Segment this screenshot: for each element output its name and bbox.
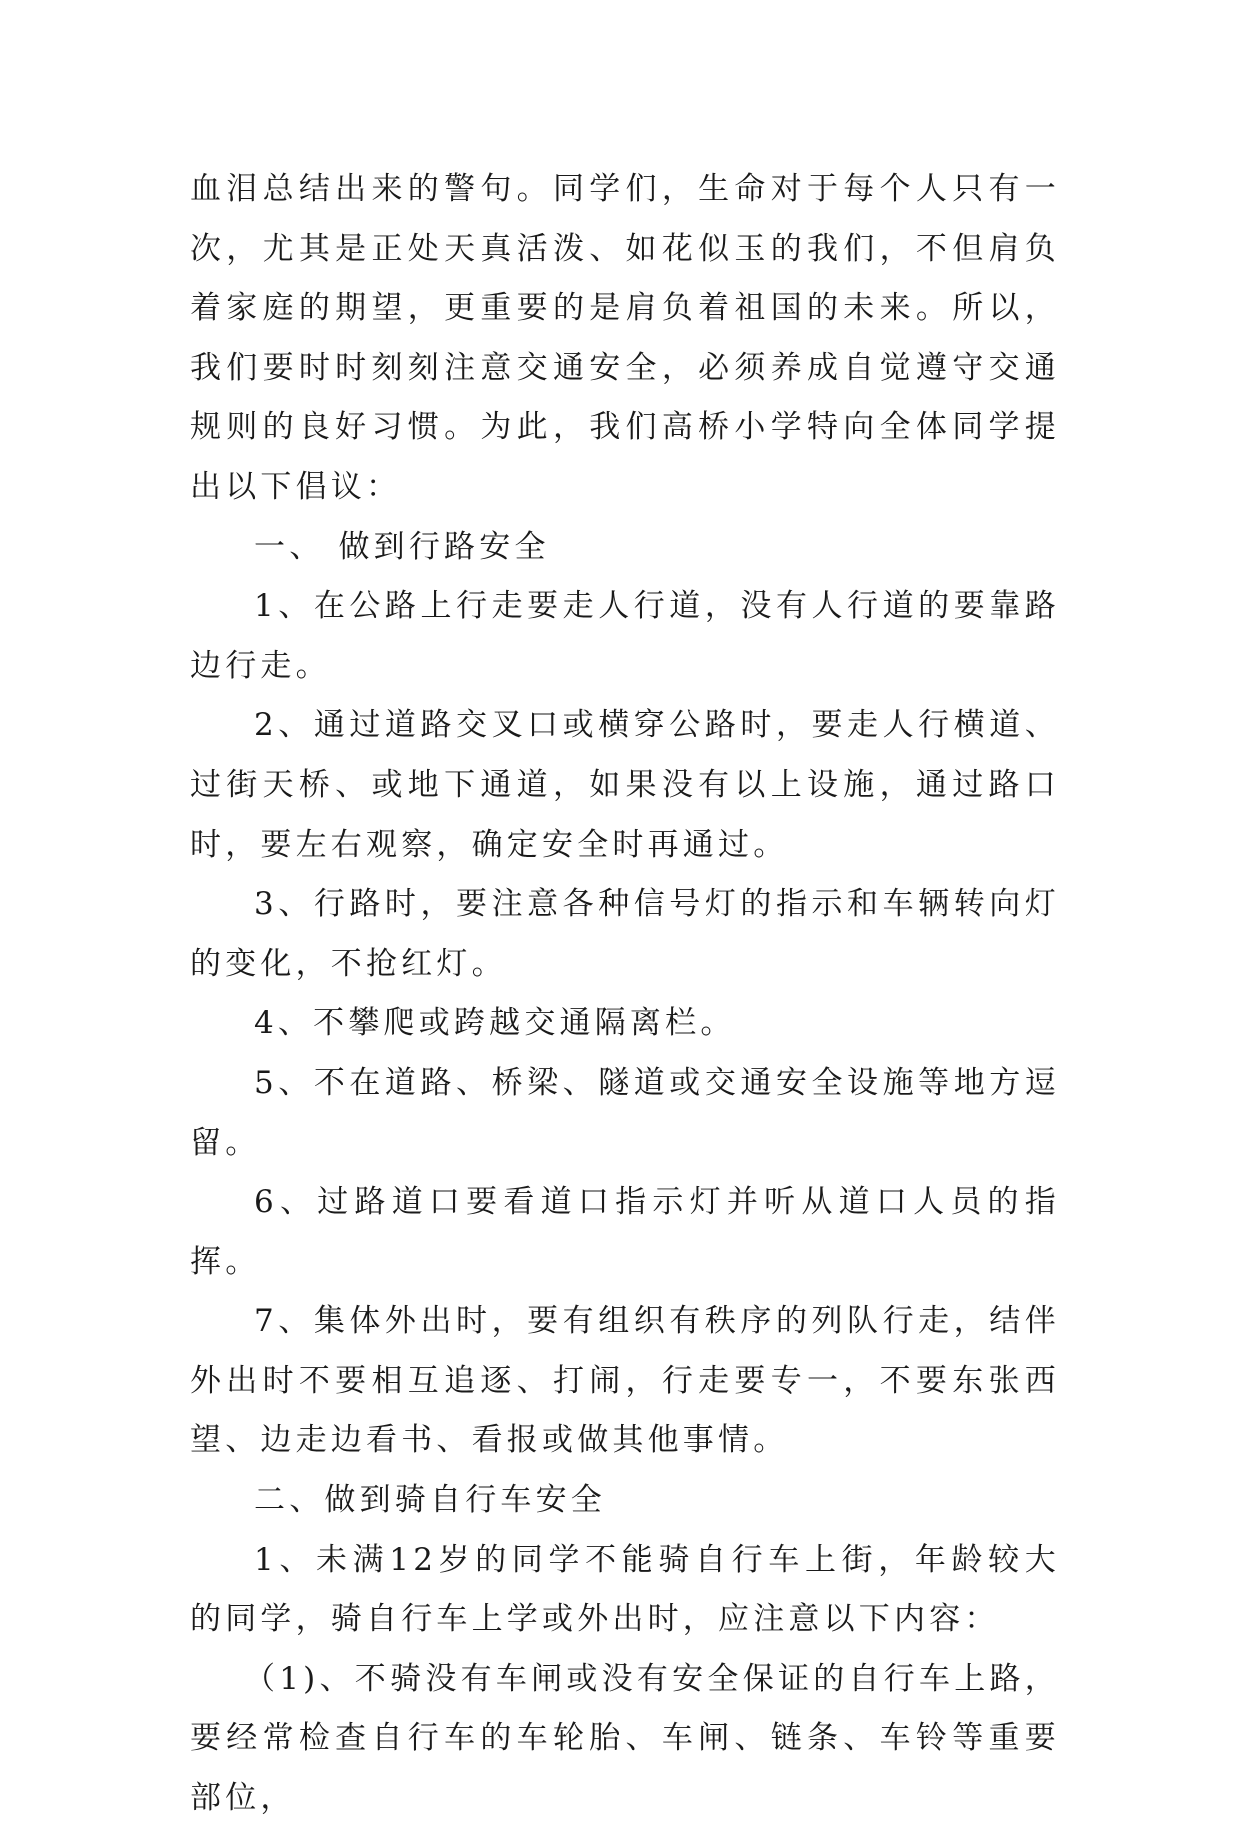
sub-item-cycling-1-1: （1)、不骑没有车闸或没有安全保证的自行车上路，要经常检查自行车的车轮胎、车闸、链条、车铃等重要部位， [190,1660,1060,1817]
list-item-walking-5: 5、不在道路、桥梁、隧道或交通安全设施等地方逗留。 [190,1064,1060,1161]
list-item-walking-6: 6、过路道口要看道口指示灯并听从道口人员的指挥。 [190,1184,1060,1280]
list-item-walking-4: 4、不攀爬或跨越交通隔离栏。 [254,1005,736,1042]
document-body [190,160,1060,1829]
list-item-walking-7: 7、集体外出时，要有组织有秩序的列队行走，结伴外出时不要相互追逐、打闹，行走要专一，不要东张西望、边走边看书、看报或做其他事情。 [190,1303,1060,1459]
list-item-cycling-1: 1、未满12岁的同学不能骑自行车上街，年龄较大的同学，骑自行车上学或外出时，应注意以下内容： [190,1541,1060,1638]
section-heading-walking-safety: 一、 做到行路安全 [254,528,550,565]
list-item-walking-1: 1、在公路上行走要走人行道，没有人行道的要靠路边行走。 [190,588,1060,684]
section-heading-cycling-safety: 二、做到骑自行车安全 [254,1482,606,1519]
list-item-walking-2: 2、通过道路交叉口或横穿公路时，要走人行横道、过街天桥、或地下通道，如果没有以上设施，通过路口时，要左右观察，确定安全时再通过。 [190,707,1060,863]
paragraph-intro-continuation: 血泪总结出来的警句。同学们，生命对于每个人只有一次，尤其是正处天真活泼、如花似玉的我们，不但肩负着家庭的期望，更重要的是肩负着祖国的未来。所以，我们要时时刻刻注意交通安全，必须养成自觉遵守交通规则的良好习惯。为此，我们高桥小学特向全体同学提出以下倡议： [190,171,1060,505]
list-item-walking-3: 3、行路时，要注意各种信号灯的指示和车辆转向灯的变化，不抢红灯。 [190,886,1060,982]
